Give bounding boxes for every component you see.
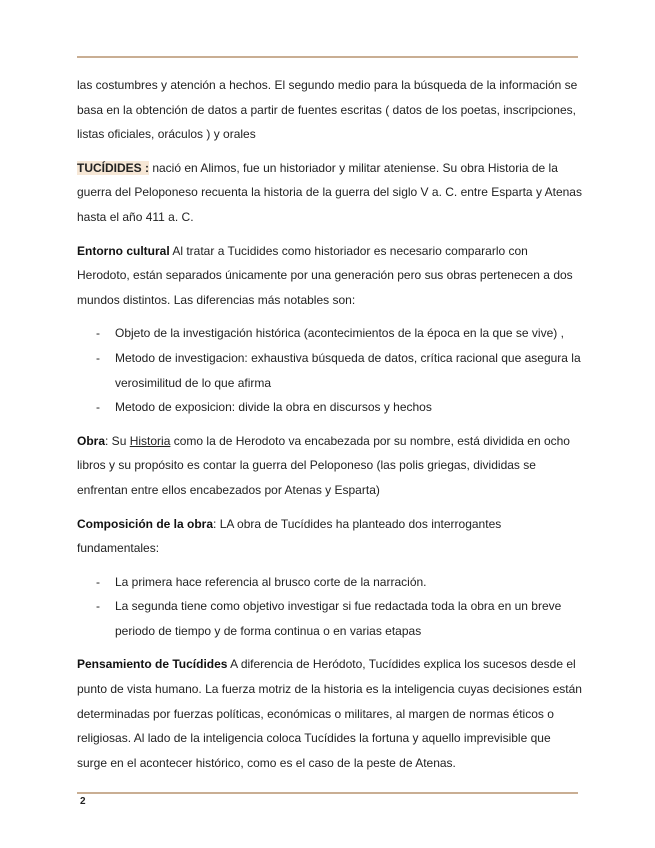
document-body bbox=[77, 73, 582, 784]
list-item-text: La primera hace referencia al brusco corte de la narración. bbox=[115, 574, 427, 589]
bullet-dash: - bbox=[96, 574, 100, 589]
footer-rule bbox=[77, 792, 578, 794]
header-rule bbox=[77, 56, 578, 58]
bullet-dash: - bbox=[96, 599, 100, 614]
list-item bbox=[77, 594, 582, 643]
interrogantes-list bbox=[77, 570, 582, 644]
entorno-text: Al tratar a Tucidides como historiador es necesario compararlo con Herodoto, están separados únicamente por una generación pero sus obras pertenecen a dos mundos distintos. Las diferencias más notables son: bbox=[77, 243, 573, 307]
tucidides-text: nació en Alimos, fue un historiador y militar ateniense. Su obra Historia de la guerra del Peloponeso recuenta la historia de la guerra del siglo V a. C. entre Esparta y Atenas hasta el año 411 a. C. bbox=[77, 160, 582, 224]
list-item-text: Objeto de la investigación histórica (acontecimientos de la época en la que se vive) , bbox=[115, 326, 564, 341]
pensamiento-text: A diferencia de Heródoto, Tucídides explica los sucesos desde el punto de vista humano. La fuerza motriz de la historia es la inteligencia cuyas decisiones están determinadas por fuerzas políticas, económicas o militares, al margen de normas éticos o religiosas. Al lado de la inteligencia coloca Tucídides la fortuna y aquello imprevisible que surge en el acontecer histórico, como es el caso de la peste de Atenas. bbox=[77, 657, 582, 770]
list-item bbox=[77, 321, 582, 346]
list-item-text: Metodo de exposicion: divide la obra en discursos y hechos bbox=[115, 400, 432, 415]
composicion-text: : LA obra de Tucídides ha planteado dos interrogantes fundamentales: bbox=[77, 516, 502, 556]
list-item-text: La segunda tiene como objetivo investigar si fue redactada toda la obra en un breve periodo de tiempo y de forma continua o en varias etapas bbox=[115, 599, 562, 638]
obra-text: como la de Herodoto va encabezada por su nombre, está dividida en ocho libros y su propósito es contar la guerra del Peloponeso (las polis griegas, divididas se enfrentan entre ellos encabezados por Atenas y Esparta) bbox=[77, 433, 570, 497]
list-item bbox=[77, 395, 582, 420]
list-item bbox=[77, 346, 582, 395]
paragraph-intro: las costumbres y atención a hechos. El segundo medio para la búsqueda de la información se basa en la obtención de datos a partir de fuentes escritas ( datos de los poetas, inscripciones, listas oficiales, oráculos ) y orales bbox=[77, 78, 578, 142]
heading-composicion: Composición de la obra bbox=[77, 516, 214, 531]
paragraph-entorno bbox=[77, 239, 582, 313]
paragraph-composicion bbox=[77, 512, 582, 561]
heading-entorno: Entorno cultural bbox=[77, 243, 170, 258]
paragraph-obra bbox=[77, 429, 582, 503]
list-item bbox=[77, 570, 582, 595]
heading-pensamiento: Pensamiento de Tucídides bbox=[77, 657, 228, 672]
bullet-dash: - bbox=[96, 400, 100, 415]
paragraph-pensamiento bbox=[77, 652, 582, 775]
bullet-dash: - bbox=[96, 326, 100, 341]
page-number: 2 bbox=[80, 796, 86, 807]
paragraph-tucidides bbox=[77, 156, 582, 230]
heading-obra: Obra bbox=[77, 433, 106, 448]
bullet-dash: - bbox=[96, 350, 100, 365]
diferencias-list bbox=[77, 321, 582, 419]
historia-link[interactable]: Historia bbox=[129, 433, 171, 448]
list-item-text: Metodo de investigacion: exhaustiva búsqueda de datos, crítica racional que asegura la verosimilitud de lo que afirma bbox=[115, 350, 581, 390]
obra-pre: : Su bbox=[105, 433, 130, 448]
heading-tucidides: TUCÍDIDES : bbox=[77, 160, 149, 175]
